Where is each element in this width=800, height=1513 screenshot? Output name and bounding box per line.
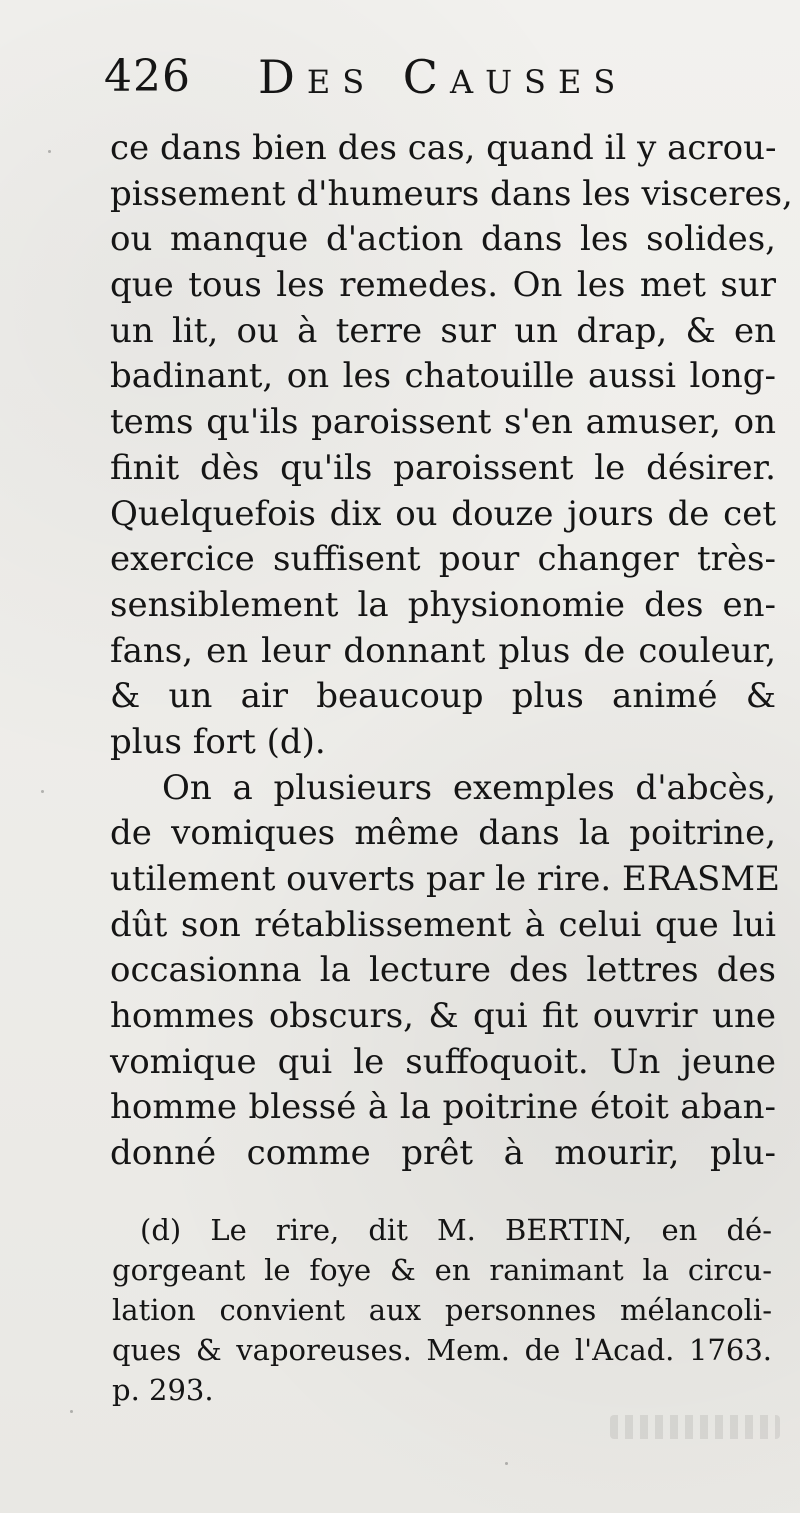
text-line: fans, en leur donnant plus de couleur,	[110, 630, 776, 671]
footnote-line: lation convient aux personnes mélancoli-	[112, 1293, 772, 1327]
text-line: hommes obscurs, & qui fit ouvrir une	[110, 996, 776, 1037]
paper-speck	[505, 1462, 508, 1465]
text-line: que tous les remedes. On les met sur	[110, 265, 776, 306]
text-line: exercice suffisent pour changer très-	[110, 539, 776, 580]
text-line: dût son rétablissement à celui que lui	[110, 904, 776, 945]
running-head: Des Causes	[258, 50, 628, 104]
page-number: 426	[104, 51, 191, 102]
text-line: sensiblement la physionomie des en-	[110, 584, 776, 625]
main-text	[110, 126, 793, 1177]
bleed-through-text	[610, 1415, 780, 1439]
text-line: Quelquefois dix ou douze jours de cet	[110, 493, 776, 534]
text-line: ou manque d'action dans les solides,	[110, 219, 776, 260]
footnote-line: gorgeant le foye & en ranimant la circu-	[112, 1253, 772, 1287]
text-line: occasionna la lecture des lettres des	[110, 950, 776, 991]
paper-speck	[48, 150, 51, 153]
text-line: ce dans bien des cas, quand il y acrou-	[110, 128, 777, 168]
text-line: donné comme prêt à mourir, plu-	[110, 1133, 776, 1174]
text-line: de vomiques même dans la poitrine,	[110, 813, 776, 854]
footnote-line: (d) Le rire, dit M. BERTIN, en dé-	[140, 1213, 772, 1247]
footnote-line: p. 293.	[112, 1373, 214, 1407]
paragraph-start-line: On a plusieurs exemples d'abcès,	[162, 767, 776, 808]
text-line: plus fort (d).	[110, 721, 326, 762]
footnote-line: ques & vaporeuses. Mem. de l'Acad. 1763.	[112, 1333, 772, 1367]
text-line: tems qu'ils paroissent s'en amuser, on	[110, 402, 776, 443]
text-line: vomique qui le suffoquoit. Un jeune	[110, 1041, 776, 1082]
text-line: finit dès qu'ils paroissent le désirer.	[110, 447, 776, 488]
text-line: badinant, on les chatouille aussi long-	[110, 356, 776, 397]
footnote	[112, 1210, 772, 1410]
paper-speck	[70, 1410, 73, 1413]
page-header	[104, 48, 744, 106]
text-line: pissement d'humeurs dans les visceres,	[110, 173, 793, 214]
text-line: homme blessé à la poitrine étoit aban-	[110, 1087, 776, 1128]
text-line: un lit, ou à terre sur un drap, & en	[110, 310, 776, 351]
text-line: utilement ouverts par le rire. ERASME	[110, 859, 780, 899]
paper-speck	[41, 790, 44, 793]
text-line: & un air beaucoup plus animé &	[110, 676, 776, 717]
